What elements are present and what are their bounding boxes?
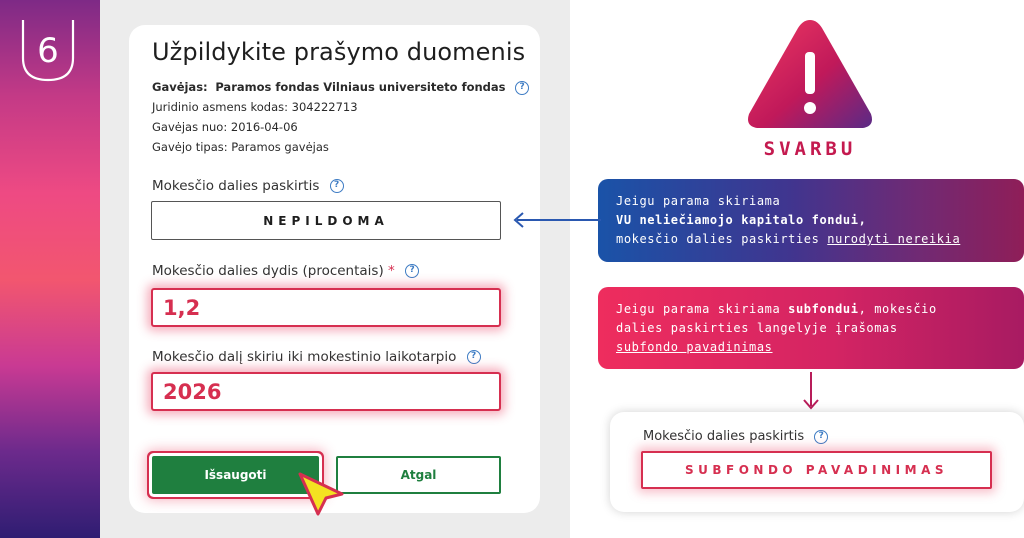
cursor-icon [296,470,356,520]
important-heading: SVARBU [763,138,857,160]
help-icon[interactable]: ? [467,350,481,364]
example-purpose-field[interactable]: SUBFONDO PAVADINIMAS [641,451,992,489]
help-icon[interactable]: ? [814,430,828,444]
percent-label: Mokesčio dalies dydis (procentais) [152,263,384,279]
legal-code: Juridinio asmens kodas: 304222713 [152,100,358,114]
save-button[interactable]: Išsaugoti [152,456,319,494]
help-icon[interactable]: ? [515,81,529,95]
recipient-name: Paramos fondas Vilniaus universiteto fondas [215,80,506,94]
logo-icon [20,18,76,84]
required-mark: * [388,263,395,279]
logo [20,18,76,84]
purpose-field[interactable]: NEPILDOMA [151,201,501,240]
note2-bold: subfondui [788,302,859,316]
back-button[interactable]: Atgal [336,456,501,494]
recipient-since: Gavėjas nuo: 2016-04-06 [152,120,298,134]
until-year-field[interactable]: 2026 [151,372,501,411]
note2-line2: dalies paskirties langelyje įrašomas [616,321,898,335]
note1-link: nurodyti nereikia [827,232,961,246]
until-label-row [152,349,481,365]
note2-line1-pre: Jeigu parama skiriama [616,302,789,316]
note-subfund [598,287,1024,369]
until-label: Mokesčio dalį skiriu iki mokestinio laikotarpio [152,349,457,365]
help-icon[interactable]: ? [405,264,419,278]
note2-link: subfondo pavadinimas [616,340,773,354]
recipient-type: Gavėjo tipas: Paramos gavėjas [152,140,329,154]
note-capital-fund [598,179,1024,262]
recipient-row [152,80,529,95]
warning-icon [745,14,875,132]
note1-line3: mokesčio dalies paskirties [616,232,828,246]
purpose-label-row [152,178,344,194]
arrow-down-icon [800,370,822,414]
note1-line1: Jeigu parama skiriama [616,194,781,208]
example-label-row [643,429,828,444]
example-label: Mokesčio dalies paskirtis [643,429,805,444]
purpose-label: Mokesčio dalies paskirtis [152,178,320,194]
recipient-label: Gavėjas: [152,80,208,94]
help-icon[interactable]: ? [330,179,344,193]
note2-line1-post: , mokesčio [858,302,937,316]
percent-field[interactable]: 1,2 [151,288,501,327]
page-title: Užpildykite prašymo duomenis [152,38,526,66]
logo-number: 6 [37,31,59,71]
percent-label-row [152,263,419,279]
note1-line2: VU neliečiamojo kapitalo fondui, [616,213,867,227]
arrow-left-icon [509,210,603,230]
